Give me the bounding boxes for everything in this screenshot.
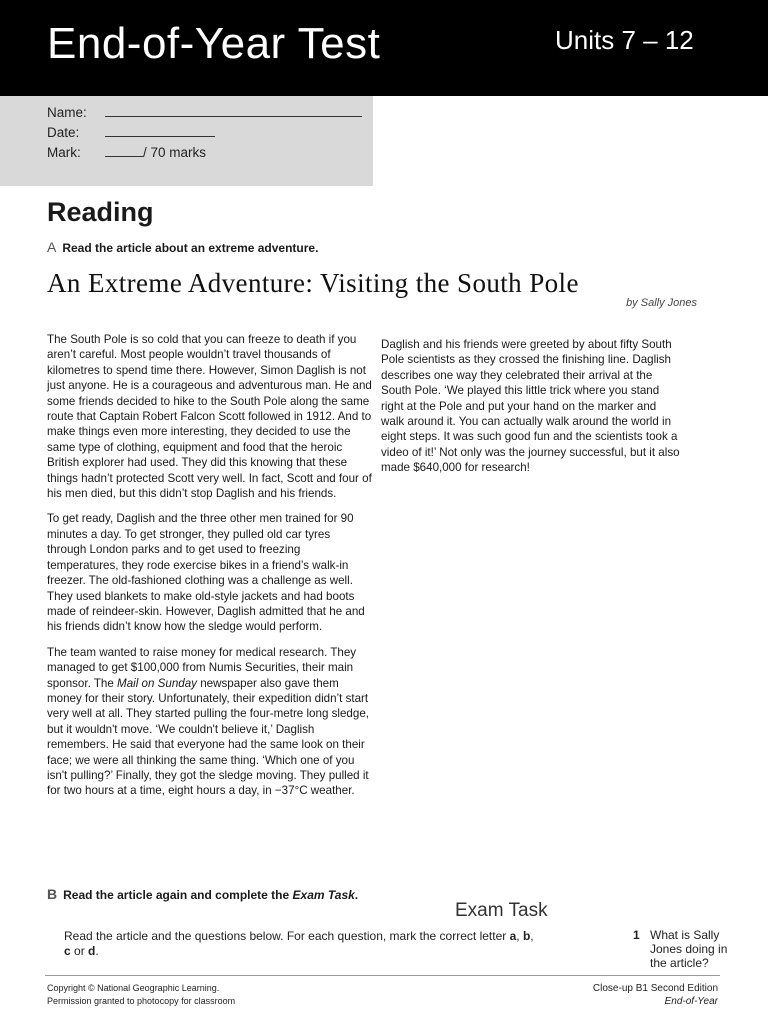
task-a-instruction (47, 239, 318, 255)
task-b-end: . (354, 888, 359, 902)
header-bar (0, 0, 768, 96)
section-heading: Reading (47, 197, 154, 227)
units-label: Units 7 – 12 (555, 25, 694, 55)
separator: . (95, 944, 99, 958)
task-b-letter: B (47, 886, 58, 902)
task-b-text: Read the article again and complete the (63, 888, 293, 902)
name-label: Name: (47, 105, 87, 120)
test-name-text: End-of-Year (664, 996, 718, 1007)
question-number: 1 (633, 928, 640, 942)
mark-suffix: / 70 marks (143, 145, 207, 160)
page-title: End-of-Year Test (47, 19, 381, 68)
separator: , (516, 929, 523, 943)
task-b-italic: Exam Task (292, 888, 355, 902)
exam-task-instruction (64, 929, 534, 959)
footer-divider (45, 975, 720, 976)
edition-text: Close-up B1 Second Edition (592, 983, 718, 994)
mark-field (47, 144, 206, 160)
date-field (47, 124, 215, 140)
article-title: An Extreme Adventure: Visiting the South Pole (47, 268, 579, 298)
exam-task-heading: Exam Task (455, 900, 548, 921)
p3-part-1: The team wanted to raise money for medical research. They managed to get $100,000 from Numis Securities, their main sponsor. The (47, 645, 357, 690)
footer-edition (593, 982, 718, 1008)
article-left-column (47, 332, 372, 809)
date-label: Date: (47, 125, 80, 140)
question-text: What is Sally Jones doing in the article? (650, 928, 728, 970)
article-paragraph-4: Daglish and his friends were greeted by about fifty South Pole scientists as they crossed the finishing line. Daglish describes one way they celebrated their arrival at the South Pole. ‘We played this little trick where you stand right at the Pole and put your hand on the marker and walk around it. You can actually walk around the world in eight steps. It was such good fun and the scientists took a video of it!’ Not only was the journey successful, but it also made $640,000 for research! (381, 338, 680, 475)
name-field (47, 104, 362, 120)
exam-instruction-text: Read the article and the questions below. For each question, mark the correct letter (64, 929, 510, 943)
task-b-instruction (47, 886, 367, 903)
separator: , (530, 929, 534, 943)
date-line (105, 124, 215, 137)
article-paragraph-2: To get ready, Daglish and the three other men trained for 90 minutes a day. To get stronger, they pulled old car tyres through London parks and to get used to freezing temperatures, they rode exercise bikes in a friend’s walk-in freezer. The old-fashioned clothing was a challenge as well. They used blankets to make old-style jackets and had boots made of reindeer-skin. However, Daglish admitted that he and his friends didn’t know how the sledge would perform. (47, 512, 365, 634)
name-line (105, 104, 362, 117)
newspaper-name: Mail on Sunday (117, 676, 197, 690)
letter-a: a (509, 929, 517, 943)
letter-c: c (64, 944, 71, 958)
copyright-text: Copyright © National Geographic Learning. (47, 983, 220, 993)
separator: or (70, 944, 89, 958)
letter-d: d (88, 944, 96, 958)
article-paragraph-1: The South Pole is so cold that you can freeze to death if you aren’t careful. Most people wouldn’t travel thousands of kilometres to spend time there. However, Simon Daglish is not just anyone. He is a courageous and adventurous man. He and some friends decided to hike to the South Pole along the same route that Captain Robert Falcon Scott followed in 1912. And to make things even more interesting, they decided to use the same type of clothing, equipment and food that the heroic British explorer had used. They did this knowing that these things hadn’t protected Scott very well. In fact, Scott and four of his men died, but this didn’t stop Daglish and his friends. (47, 333, 372, 501)
article-paragraph-3 (47, 645, 372, 799)
article-right-column (381, 337, 681, 486)
task-a-text: Read the article about an extreme adventure. (62, 241, 319, 255)
letter-b: b (522, 929, 531, 943)
p3-part-2: newspaper also gave them money for their story. Unfortunately, their expedition didn’t start very well at all. They started pulling the four-metre long sledge, but it wouldn't move. ‘We couldn't believe it,’ Daglish remembers. He said that everyone had the same look on their face; we were all thinking the same thing. ‘Which one of you isn't pulling?’ Finally, they got the sledge moving. They pulled it for two hours at a time, eight hours a day, in −37°C weather. (47, 676, 369, 798)
student-info-box (0, 96, 373, 186)
task-a-letter: A (47, 239, 57, 255)
article-byline: by Sally Jones (626, 297, 697, 309)
footer-copyright (47, 982, 235, 1008)
mark-line (105, 144, 143, 157)
permission-text: Permission granted to photocopy for classroom (47, 996, 236, 1006)
mark-label: Mark: (47, 145, 81, 160)
